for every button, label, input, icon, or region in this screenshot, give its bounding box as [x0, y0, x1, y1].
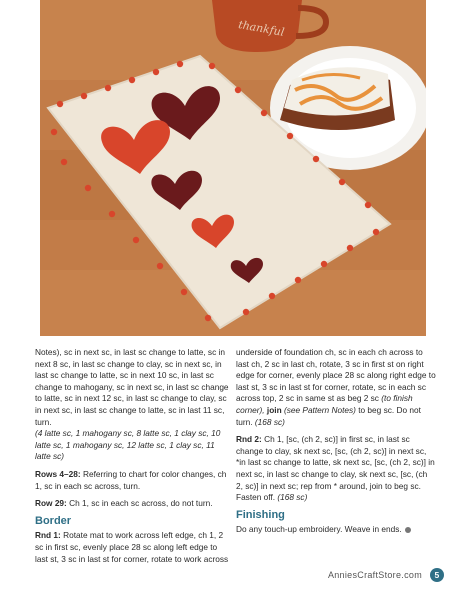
rnd2-instructions: [236, 434, 436, 504]
end-mark-icon: [405, 527, 411, 533]
rnd1-instructions: [35, 530, 231, 565]
finishing-text: Do any touch-up embroidery. Weave in ends.: [236, 524, 402, 535]
finishing-heading: Finishing: [236, 508, 285, 521]
rnd1-note: (to finish corner),: [236, 393, 413, 415]
rnd1-end: to beg sc. Do not turn.: [236, 404, 421, 427]
rnd1-label: Rnd 1:: [35, 530, 61, 541]
rnd1-count: (168 sc): [254, 416, 285, 427]
instructions-right-column: [236, 347, 436, 542]
rnd1-note2: (see Pattern Notes): [281, 404, 356, 415]
rows-text: Referring to chart for color changes, ch 1, sc in each sc across, turn.: [35, 468, 227, 491]
page-footer: [328, 568, 444, 582]
border-heading: Border: [35, 514, 72, 527]
row-instructions-text: [35, 347, 231, 463]
product-photo: [40, 0, 426, 336]
rows-label: Rows 4–28:: [35, 468, 81, 479]
row-instructions-body: Notes), sc in next sc, in last sc change to latte, sc in next 8 sc, in last sc change to clay, sc in next sc, in last sc change to latte, sc in next 10 sc, in last sc change to mahogany, sc in next sc, in last sc change to latte, sc in next 12 sc, in last sc change to clay, sc in next sc, in last sc change to latte, sc in last 11 sc, turn.: [35, 347, 229, 427]
mug-text: thankful: [237, 18, 286, 39]
rnd1-continued: [236, 347, 436, 428]
row29-text: Ch 1, sc in each sc across, do not turn.: [66, 498, 213, 509]
rows-4-28-instructions: [35, 469, 231, 492]
footer-site: AnniesCraftStore.com: [327, 570, 422, 580]
rnd1-join: join: [264, 404, 282, 415]
rnd1-text: Rotate mat to work across left edge, ch 1, 2 sc in first sc, evenly place 28 sc along left edge to last st, 3 sc in last st for corner, rotate to work across: [35, 530, 229, 564]
finishing-instructions: [236, 524, 436, 536]
rnd2-count: (168 sc): [277, 492, 308, 503]
page-number: 5: [430, 568, 444, 582]
placemat-photo-illustration: [40, 0, 426, 336]
instructions-left-column: [35, 347, 231, 571]
rnd2-text: Ch 1, [sc, (ch 2, sc)] in first sc, in last sc change to clay, sk next sc, [sc, (ch 2, sc)] in next sc, *in last sc change to latte, sk next sc, [sc, (ch 2, sc)] in next sc, in last sc change to clay, sk next sc, [sc, (ch 2, sc)] in next sc; rep from * around, join to beg sc. Fasten off.: [236, 434, 435, 503]
stitch-count-note: (4 latte sc, 1 mahogany sc, 8 latte sc, 1 clay sc, 10 latte sc, 1 mahogany sc, 12 latte sc, 1 clay sc, 11 latte sc): [35, 428, 221, 462]
row29-label: Row 29:: [35, 498, 67, 509]
row-29-instructions: [35, 498, 231, 510]
rnd2-label: Rnd 2:: [236, 434, 262, 445]
rnd1-cont-text: underside of foundation ch, sc in each ch across to last ch, 2 sc in last ch, rotate, 3 sc in first st on right edge for corner, evenly place 28 sc along right edge to last st, 3 sc in last st for corner, rotate, sc in each sc across top, 2 sc in same st as beg 2 sc: [236, 347, 436, 404]
